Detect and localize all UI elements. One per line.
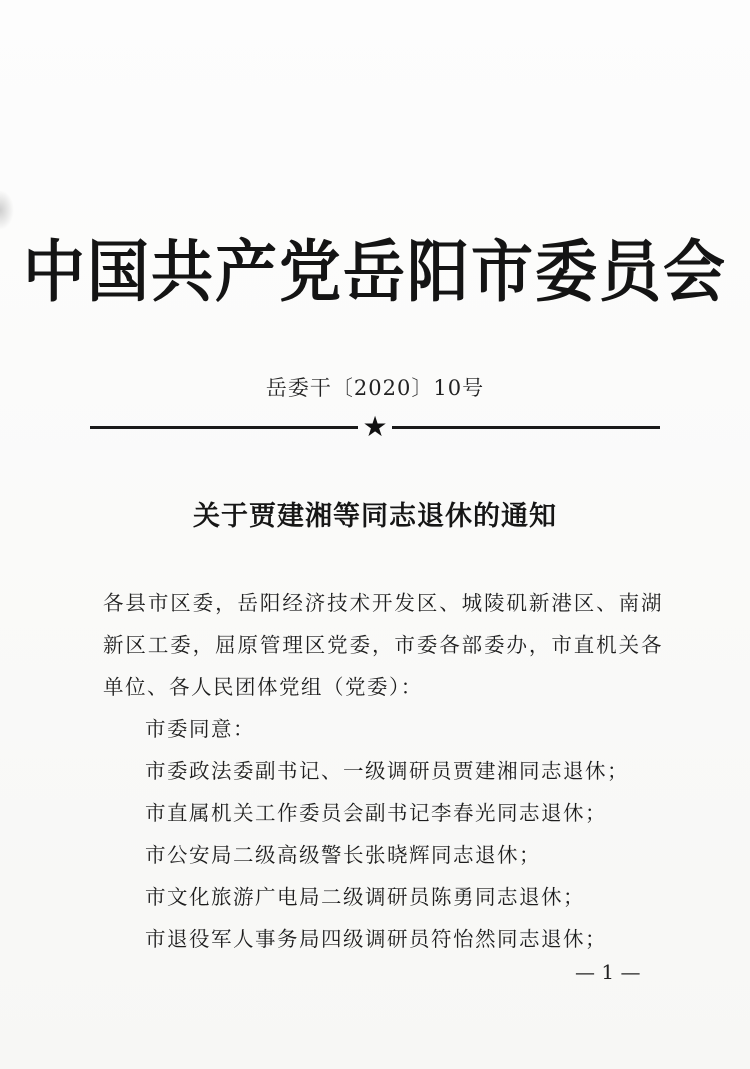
- divider-line-left: [90, 426, 358, 429]
- body-paragraph: 市直属机关工作委员会副书记李春光同志退休；: [145, 801, 607, 825]
- body-paragraph: 市文化旅游广电局二级调研员陈勇同志退休；: [145, 885, 585, 909]
- body-paragraph: 市委政法委副书记、一级调研员贾建湘同志退休；: [145, 759, 629, 783]
- page-number: — 1 —: [575, 960, 641, 984]
- addressee-line: 各县市区委，岳阳经济技术开发区、城陵矶新港区、南湖新区工委，屈原管理区党委，市委各部委办，市直机关各单位、各人民团体党组（党委）：: [103, 591, 663, 699]
- body-paragraph: 市公安局二级高级警长张晓辉同志退休；: [145, 843, 541, 867]
- body-paragraph: 市退役军人事务局四级调研员符怡然同志退休；: [145, 927, 607, 951]
- star-icon: ★: [362, 410, 388, 443]
- divider-line-right: [392, 426, 660, 429]
- notice-title: 关于贾建湘等同志退休的通知: [193, 501, 557, 532]
- body-paragraph: 市委同意：: [145, 717, 255, 741]
- document-number: 岳委干〔2020〕10号: [265, 376, 485, 400]
- red-header-divider: [90, 412, 660, 442]
- issuing-organization-title: 中国共产党岳阳市委员会: [22, 232, 727, 312]
- notice-body: [103, 582, 663, 960]
